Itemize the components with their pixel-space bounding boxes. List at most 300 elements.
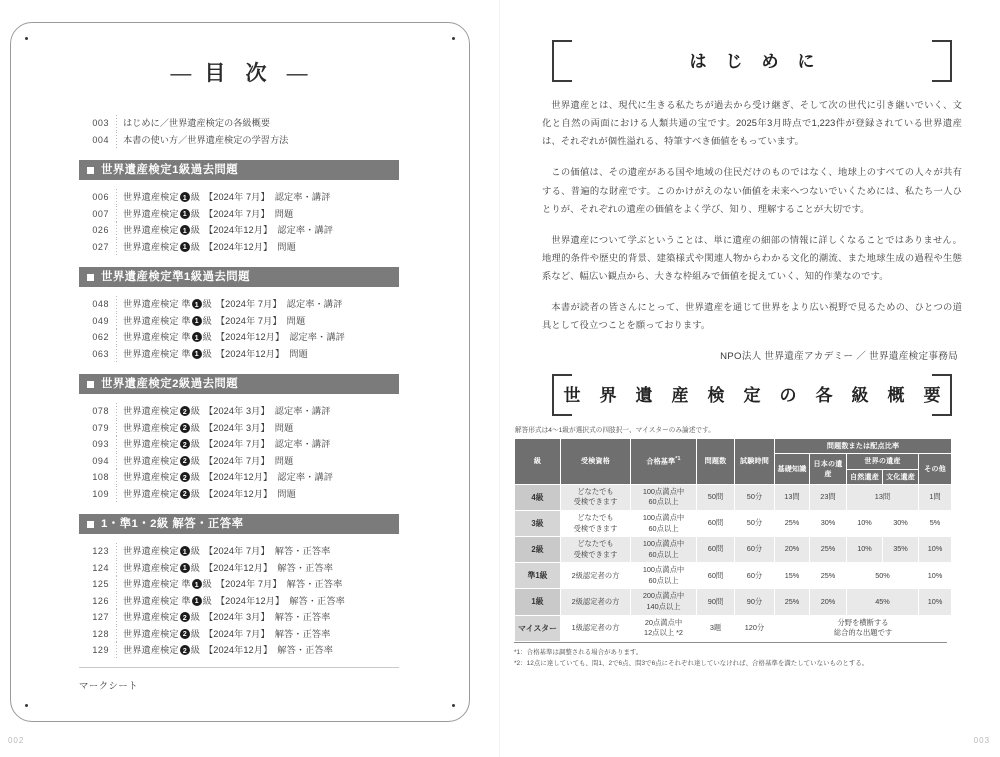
toc-row[interactable] [79,346,399,363]
toc-exam-name: 世界遺産検定 [123,439,179,449]
cell-question-count: 90問 [697,589,735,615]
toc-exam-date: 【2024年 7月】 [215,579,282,589]
toc-exam-date: 【2024年12月】 [203,562,273,573]
cell-grade: 2級 [515,537,561,563]
toc-page-number: 049 [92,315,109,326]
cell-basic: 25% [775,589,810,615]
toc-leader [109,609,123,626]
toc-leader [109,189,123,206]
toc-exam-name: 世界遺産検定 準 [123,579,191,589]
cell-eligibility: 2級認定者の方 [561,589,631,615]
marksheet-label: マークシート [79,679,139,691]
toc-grade-suffix: 級 [190,628,200,639]
toc-page-number: 109 [92,488,109,499]
toc-grade-suffix: 級 [190,612,200,622]
toc-entry-kind: 問題 [274,208,294,219]
grade-badge-icon: 1 [180,209,190,219]
cell-japan: 30% [810,511,847,537]
cell-grade: 準1級 [515,563,561,589]
toc-entry-label [123,576,342,593]
toc-entry-label: 本書の使い方／世界遺産検定の学習方法 [123,134,289,145]
toc-page-number: 048 [92,299,109,309]
toc-entry-label [123,239,296,256]
toc-grade-suffix: 級 [190,241,200,252]
toc-grade-suffix: 級 [202,315,212,326]
grade-badge-icon: 2 [180,456,190,466]
cell-japan: 25% [810,537,847,563]
cell-basic: 20% [775,537,810,563]
cell-basic: 13問 [775,484,810,510]
toc-exam-date: 【2024年12月】 [215,332,285,342]
cell-full-span-note: 分野を横断する 総合的な出題です [775,615,952,641]
toc-row[interactable] [79,609,399,626]
grade-badge-icon: 2 [180,489,190,499]
toc-entry-label [123,403,330,420]
cell-pass-standard: 100点満点中 60点以上 [631,563,697,589]
bracket-right-icon [932,40,952,82]
bracket-left-icon [552,374,572,416]
toc-grade-suffix: 級 [202,348,212,359]
toc-exam-date: 【2024年 7月】 [203,628,270,639]
cell-question-count: 60問 [697,563,735,589]
toc-entry-label [123,543,330,560]
cell-world-cultural: 30% [883,511,919,537]
grade-badge-icon: 1 [180,225,190,235]
grade-badge-icon: 2 [180,423,190,433]
corner-dot-icon [25,704,28,707]
toc-grade-suffix: 級 [190,472,200,482]
table-header-row-1 [515,439,952,454]
title-dash-right: — [286,62,308,85]
folio-left: 002 [8,736,25,745]
cell-other: 1問 [919,484,952,510]
cell-exam-time: 90分 [735,589,775,615]
cell-grade: マイスター [515,615,561,641]
corner-dot-icon [452,704,455,707]
toc-row[interactable] [79,222,399,239]
toc-entry-kind: 問題 [277,488,296,499]
toc-page-number: 026 [92,225,109,235]
toc-leader [109,329,123,346]
cell-grade: 3級 [515,511,561,537]
toc-entry-kind: 解答・正答率 [274,628,331,639]
square-bullet-icon [87,274,94,281]
cell-grade: 4級 [515,484,561,510]
toc-page-number: 094 [92,455,109,466]
footnote: *1：合格基準は調整される場合があります。 [514,648,643,656]
toc-page-number: 027 [92,241,109,252]
section-heading-label: 1・準1・2級 解答・正答率 [101,518,244,530]
toc-page-number: 123 [92,546,109,556]
toc-exam-date: 【2024年 7月】 [203,546,270,556]
toc-leader [109,206,123,223]
th-pass-standard: 合格基準$^{*1}$ [631,439,697,485]
grade-badge-icon: 1 [180,563,190,573]
toc-row[interactable] [79,593,399,610]
toc-page-number: 093 [92,439,109,449]
toc-exam-date: 【2024年 7月】 [203,192,270,202]
toc-row[interactable] [79,626,399,643]
title-text: 目 次 [204,62,274,85]
toc-exam-name: 世界遺産検定 [123,225,179,235]
toc-row[interactable] [79,313,399,330]
cell-question-count: 60問 [697,511,735,537]
toc-entry-kind: 問題 [289,348,308,359]
toc-leader [109,132,123,149]
cell-exam-time: 50分 [735,484,775,510]
grades-table-body [515,484,952,641]
cell-pass-standard: 20点満点中 12点以上 *2 [631,615,697,641]
toc-row[interactable] [79,543,399,560]
toc-section-heading [79,267,399,287]
toc-leader [109,576,123,593]
corner-dot-icon [452,37,455,40]
cell-other: 10% [919,537,952,563]
toc-exam-date: 【2024年12月】 [215,595,285,606]
cell-exam-time: 50分 [735,511,775,537]
toc-entry-label [123,560,333,577]
toc-page-number: 128 [92,628,109,639]
toc-entry-label [123,436,330,453]
cell-eligibility: 2級認定者の方 [561,563,631,589]
preface-paragraph: この価値は、その遺産がある国や地域の住民だけのものではなく、地球上のすべての人々が共有する、普遍的な財産です。このかけがえのない価値を未来へつないでいくためには、私たち一人ひとりが、それぞれの遺産の価値をよく学び、知り、理解することが大切です。 [542,167,962,214]
page-title [79,57,399,87]
toc-grade-suffix: 級 [202,579,212,589]
grade-badge-icon: 1 [192,316,202,326]
toc-grade-suffix: 級 [190,439,200,449]
toc-exam-date: 【2024年 3月】 [203,406,270,416]
toc-exam-name: 世界遺産検定 [123,562,179,573]
cell-pass-standard: 100点満点中 60点以上 [631,484,697,510]
toc-exam-date: 【2024年12月】 [215,348,285,359]
preface-body [542,96,962,334]
cell-eligibility: どなたでも 受検できます [561,511,631,537]
table-row [515,563,952,589]
cell-world-merged: 50% [847,563,919,589]
cell-world-natural: 10% [847,537,883,563]
bracket-right-icon [932,374,952,416]
cell-world-merged: 13問 [847,484,919,510]
toc-exam-name: 世界遺産検定 [123,208,179,219]
toc-sections [79,160,399,668]
cell-grade: 1級 [515,589,561,615]
toc-entry-label [123,453,293,470]
toc-page-number: 062 [92,332,109,342]
grade-badge-icon: 1 [180,546,190,556]
toc-entry-label: はじめに／世界遺産検定の各級概要 [123,118,270,128]
cell-question-count: 60問 [697,537,735,563]
right-page [500,0,1000,757]
toc-section-heading [79,514,399,534]
toc-page-number: 078 [92,406,109,416]
toc-row[interactable] [79,642,399,659]
toc-exam-date: 【2024年12月】 [203,225,273,235]
toc-entry-kind: 認定率・講評 [274,406,331,416]
toc-leader [109,222,123,239]
toc-entry-kind: 問題 [286,315,306,326]
toc-page-number: 006 [92,192,109,202]
grade-badge-icon: 2 [180,612,190,622]
toc-entry-label [123,346,308,363]
toc-page-number: 004 [92,134,109,145]
toc-entry-kind: 解答・正答率 [274,612,331,622]
toc-grade-suffix: 級 [202,595,212,606]
toc-exam-date: 【2024年 7月】 [203,439,270,449]
square-bullet-icon [87,521,94,528]
toc-leader [109,420,123,437]
corner-dot-icon [25,37,28,40]
table-row [515,589,952,615]
toc-entry-label [123,593,345,610]
cell-world-merged: 45% [847,589,919,615]
toc-entry-label [123,642,333,659]
overview-title: 世 界 遺 産 検 定 の 各 級 概 要 [563,385,948,405]
grade-badge-icon: 2 [180,439,190,449]
cell-basic: 25% [775,511,810,537]
front-matter-list [79,115,399,148]
toc-entry-label [123,189,330,206]
toc-card [10,22,470,722]
toc-grade-suffix: 級 [190,192,200,202]
toc-grade-suffix: 級 [202,332,212,342]
th-other: その他 [919,454,952,485]
grade-badge-icon: 1 [192,579,202,589]
toc-entry-kind: 認定率・講評 [277,472,333,482]
toc-row[interactable] [79,469,399,486]
grade-badge-icon: 1 [192,349,202,359]
toc-row[interactable] [79,560,399,577]
th-basic: 基礎知識 [775,454,810,485]
toc-entry-label [123,222,333,239]
preface-title: は じ め に [689,51,822,71]
toc-exam-name: 世界遺産検定 [123,472,179,482]
cell-question-count: 50問 [697,484,735,510]
th-world-natural: 自然遺産 [847,469,883,484]
toc-row[interactable] [79,296,399,313]
cell-japan: 23問 [810,484,847,510]
footnote: *2：12点に達していても、問1、2で6点、問3で6点にそれぞれ達していなければ、合格基準を満たしていないものとする。 [514,659,869,667]
cell-question-count: 3題 [697,615,735,641]
toc-leader [109,346,123,363]
toc-entry-label [123,296,342,313]
toc-exam-name: 世界遺産検定 [123,455,179,466]
toc-exam-name: 世界遺産検定 [123,422,179,433]
toc-exam-date: 【2024年 7月】 [203,208,270,219]
cell-pass-standard: 100点満点中 60点以上 [631,511,697,537]
preface-paragraph: 世界遺産とは、現代に生きる私たちが過去から受け継ぎ、そして次の世代に引き継いでいく、文化と自然の両面における人類共通の宝です。2025年3月時点で1,223件が登録されている世界遺産は、それぞれが個性溢れる、特筆すべき価値をもっています。 [542,100,962,147]
toc-section-heading [79,374,399,394]
toc-row[interactable] [79,329,399,346]
cell-pass-standard: 100点満点中 60点以上 [631,537,697,563]
toc-exam-date: 【2024年 3月】 [203,422,270,433]
toc-section-heading [79,160,399,180]
cell-pass-standard: 200点満点中 140点以上 [631,589,697,615]
toc-entry-kind: 認定率・講評 [286,299,343,309]
cell-world-cultural: 35% [883,537,919,563]
toc-exam-name: 世界遺産検定 [123,612,179,622]
toc-group [79,189,399,255]
toc-leader [109,626,123,643]
toc-leader [109,403,123,420]
overview-heading [542,370,962,416]
toc-leader [109,436,123,453]
toc-page-number: 063 [92,348,109,359]
table-row [515,484,952,510]
toc-entry-kind: 解答・正答率 [277,645,333,655]
toc-page-number: 079 [92,422,109,433]
preface-heading [542,36,962,82]
toc-content [79,57,399,692]
toc-row[interactable] [79,486,399,503]
toc-exam-name: 世界遺産検定 [123,488,179,499]
cell-other: 10% [919,589,952,615]
toc-grade-suffix: 級 [202,299,212,309]
toc-exam-name: 世界遺産検定 準 [123,332,191,342]
toc-grade-suffix: 級 [190,455,200,466]
section-heading-label: 世界遺産検定1級過去問題 [101,164,239,176]
toc-leader [109,115,123,132]
th-question-count: 問題数 [697,439,735,485]
th-world-cultural: 文化遺産 [883,469,919,484]
right-page-content [500,0,1000,757]
toc-grade-suffix: 級 [190,422,200,433]
toc-page-number: 007 [92,208,109,219]
toc-entry-kind: 問題 [277,241,296,252]
toc-entry-label [123,206,293,223]
toc-grade-suffix: 級 [190,488,200,499]
toc-exam-name: 世界遺産検定 準 [123,315,191,326]
toc-leader [109,593,123,610]
toc-divider [79,667,399,668]
toc-group [79,403,399,502]
grades-table-head [515,439,952,485]
toc-row[interactable] [79,239,399,256]
toc-leader [109,453,123,470]
th-exam-time: 試験時間 [735,439,775,485]
toc-leader [109,543,123,560]
th-japan: 日本の遺産 [810,454,847,485]
toc-exam-date: 【2024年 7月】 [215,299,282,309]
grade-badge-icon: 2 [180,629,190,639]
th-ratio-group: 問題数または配点比率 [775,439,952,454]
toc-exam-name: 世界遺産検定 準 [123,595,191,606]
grade-badge-icon: 1 [180,192,190,202]
toc-leader [109,239,123,256]
toc-page-number: 127 [92,612,109,622]
toc-grade-suffix: 級 [190,225,200,235]
toc-exam-name: 世界遺産検定 準 [123,299,191,309]
cell-other: 5% [919,511,952,537]
toc-exam-date: 【2024年 3月】 [203,612,270,622]
cell-japan: 20% [810,589,847,615]
toc-row[interactable] [79,420,399,437]
toc-entry-kind: 問題 [274,422,294,433]
toc-entry-label [123,420,293,437]
toc-entry-kind: 解答・正答率 [289,595,345,606]
toc-grade-suffix: 級 [190,562,200,573]
table-footnotes [514,648,974,670]
grade-badge-icon: 2 [180,645,190,655]
toc-row[interactable] [79,436,399,453]
toc-entry-kind: 認定率・講評 [274,192,331,202]
cell-other: 10% [919,563,952,589]
toc-entry-kind: 解答・正答率 [274,546,331,556]
toc-page-number: 003 [92,118,109,128]
square-bullet-icon [87,381,94,388]
toc-exam-name: 世界遺産検定 [123,241,179,252]
toc-exam-date: 【2024年 7月】 [203,455,270,466]
section-heading-label: 世界遺産検定準1級過去問題 [101,271,250,283]
cell-exam-time: 60分 [735,563,775,589]
toc-page-number: 125 [92,579,109,589]
toc-grade-suffix: 級 [190,645,200,655]
toc-exam-date: 【2024年12月】 [203,488,273,499]
toc-exam-name: 世界遺産検定 [123,406,179,416]
cell-basic: 15% [775,563,810,589]
th-grade: 級 [515,439,561,485]
toc-grade-suffix: 級 [190,208,200,219]
preface-paragraph: 本書が読者の皆さんにとって、世界遺産を通じて世界をより広い視野で見るための、ひとつの道具として役立つことを願っております。 [542,302,962,331]
grade-badge-icon: 2 [180,406,190,416]
grade-badge-icon: 1 [192,299,202,309]
grade-badge-icon: 2 [180,472,190,482]
grades-table-wrap [514,438,947,643]
table-note: 解答形式は4〜1級が選択式の四肢択一、マイスターのみ論述です。 [515,427,715,434]
toc-row[interactable] [79,576,399,593]
cell-exam-time: 60分 [735,537,775,563]
toc-row[interactable] [79,115,399,132]
th-eligibility: 受検資格 [561,439,631,485]
toc-grade-suffix: 級 [190,546,200,556]
toc-leader [109,560,123,577]
cell-japan: 25% [810,563,847,589]
toc-leader [109,486,123,503]
toc-entry-kind: 解答・正答率 [277,562,333,573]
toc-entry-kind: 問題 [274,455,294,466]
toc-row[interactable] [79,453,399,470]
toc-entry-label [123,313,305,330]
square-bullet-icon [87,167,94,174]
toc-exam-date: 【2024年12月】 [203,472,273,482]
toc-exam-name: 世界遺産検定 準 [123,348,191,359]
toc-leader [109,313,123,330]
section-heading-label: 世界遺産検定2級過去問題 [101,378,239,390]
table-row [515,537,952,563]
toc-row[interactable] [79,403,399,420]
toc-entry-kind: 認定率・講評 [277,225,333,235]
cell-eligibility: どなたでも 受検できます [561,484,631,510]
toc-group [79,543,399,659]
toc-row[interactable] [79,206,399,223]
toc-entry-label [123,626,330,643]
toc-row[interactable] [79,189,399,206]
cell-eligibility: どなたでも 受検できます [561,537,631,563]
toc-row[interactable] [79,132,399,149]
toc-exam-name: 世界遺産検定 [123,645,179,655]
grades-table [514,438,952,642]
toc-exam-date: 【2024年12月】 [203,645,273,655]
bracket-left-icon [552,40,572,82]
toc-exam-date: 【2024年 7月】 [215,315,282,326]
preface-signature: NPO法人 世界遺産アカデミー ／ 世界遺産検定事務局 [720,351,958,363]
cell-world-natural: 10% [847,511,883,537]
folio-right: 003 [973,736,990,745]
toc-entry-kind: 認定率・講評 [289,332,345,342]
toc-entry-label [123,329,345,346]
toc-exam-name: 世界遺産検定 [123,628,179,639]
table-row [515,615,952,641]
toc-leader [109,296,123,313]
